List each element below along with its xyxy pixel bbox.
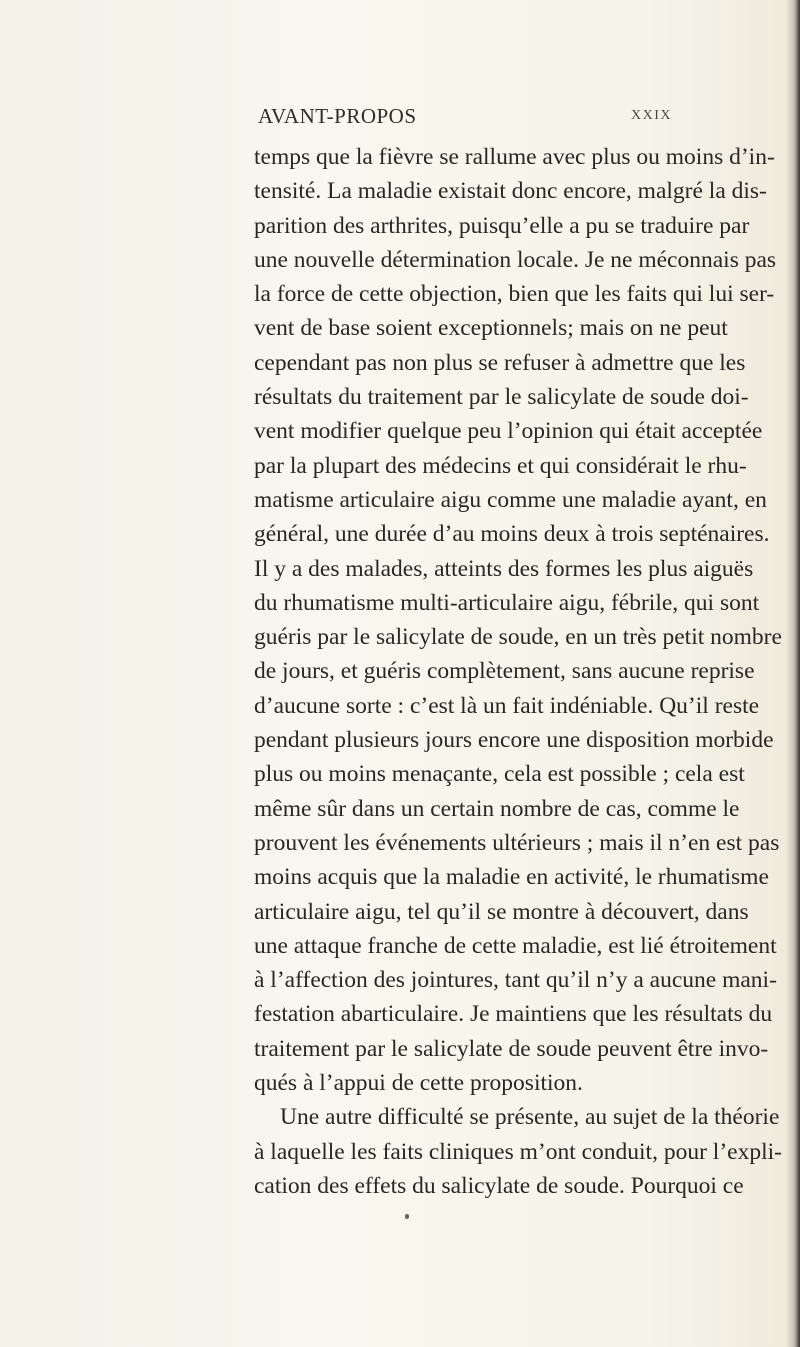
text-line: cependant pas non plus se refuser à admettre que les <box>254 349 746 376</box>
running-title: AVANT-PROPOS <box>258 104 417 128</box>
text-line: la force de cette objection, bien que les faits qui lui ser- <box>254 281 775 308</box>
text-line: cation des effets du salicylate de soude. Pourquoi ce <box>254 1172 744 1199</box>
text-line: à l’affection des jointures, tant qu’il n’y a aucune mani- <box>254 967 777 994</box>
text-line: d’aucune sorte : c’est là un fait indéniable. Qu’il reste <box>254 692 760 719</box>
text-line: résultats du traitement par le salicylate de soude doi- <box>254 384 749 411</box>
text-line: articulaire aigu, tel qu’il se montre à découvert, dans <box>254 898 749 925</box>
page-edge-shadow <box>786 0 800 1347</box>
text-line: prouvent les événements ultérieurs ; mais il n’en est pas <box>254 829 780 856</box>
page-number: XXIX <box>631 108 672 123</box>
text-line: pendant plusieurs jours encore une disposition morbide <box>254 727 774 754</box>
text-line: même sûr dans un certain nombre de cas, comme le <box>254 795 740 822</box>
text-line: de jours, et guéris complètement, sans aucune reprise <box>254 658 755 685</box>
text-line: une nouvelle détermination locale. Je ne méconnais pas <box>254 246 777 273</box>
text-line: qués à l’appui de cette proposition. <box>254 1070 583 1097</box>
text-line: du rhumatisme multi-articulaire aigu, fébrile, qui sont <box>254 589 760 616</box>
text-line: festation abarticulaire. Je maintiens que les résultats du <box>254 1001 773 1028</box>
text-line: plus ou moins menaçante, cela est possible ; cela est <box>254 761 745 788</box>
text-line: une attaque franche de cette maladie, est lié étroitement <box>254 932 777 959</box>
text-line: matisme articulaire aigu comme une maladie ayant, en <box>254 486 767 513</box>
text-line: guéris par le salicylate de soude, en un très petit nombre <box>254 624 782 651</box>
text-line: tensité. La maladie existait donc encore, malgré la dis- <box>254 178 767 205</box>
text-line: à laquelle les faits cliniques m’ont conduit, pour l’expli- <box>254 1138 782 1165</box>
text-line: Une autre difficulté se présente, au sujet de la théorie <box>280 1104 780 1131</box>
page-header <box>0 104 800 130</box>
text-line: parition des arthrites, puisqu’elle a pu se traduire par <box>254 212 750 239</box>
text-line: vent modifier quelque peu l’opinion qui était acceptée <box>254 418 763 445</box>
text-line: moins acquis que la maladie en activité, le rhumatisme <box>254 864 769 891</box>
text-line: vent de base soient exceptionnels; mais on ne peut <box>254 315 728 342</box>
text-line: Il y a des malades, atteints des formes les plus aiguës <box>254 555 754 582</box>
text-line: par la plupart des médecins et qui considérait le rhu- <box>254 452 747 479</box>
text-line: traitement par le salicylate de soude peuvent être invo- <box>254 1035 769 1062</box>
text-line: temps que la fièvre se rallume avec plus ou moins d’in- <box>254 144 775 170</box>
body-text <box>254 140 782 1203</box>
text-line: général, une durée d’au moins deux à trois septénaires. <box>254 521 770 548</box>
ink-speck <box>405 1214 409 1219</box>
